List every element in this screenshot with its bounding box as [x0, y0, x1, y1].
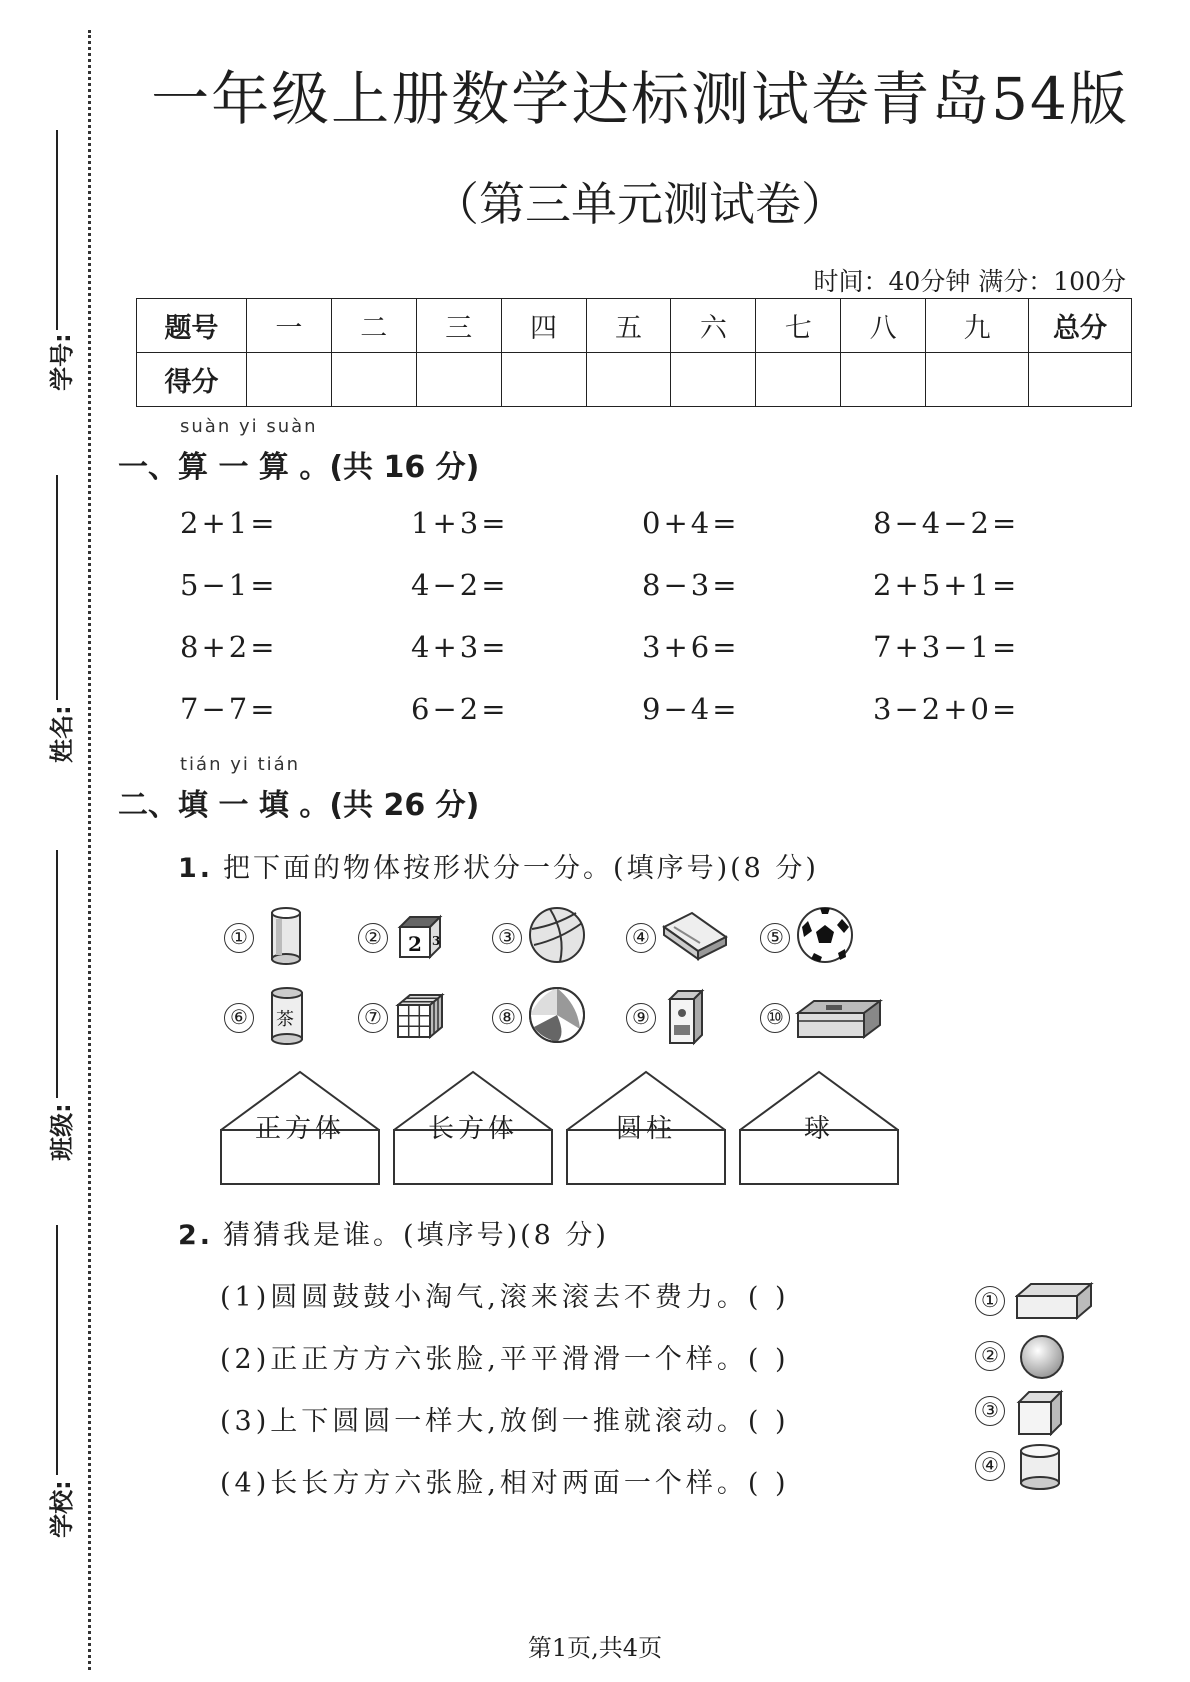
sphere-icon — [1015, 1333, 1097, 1381]
beach-ball-icon — [526, 985, 588, 1047]
score-cell: 一 — [246, 299, 331, 353]
object-item — [492, 905, 612, 975]
expression: 5−1= — [180, 568, 278, 602]
score-blank[interactable] — [926, 353, 1029, 407]
shape-key-item — [975, 1388, 1105, 1438]
dice-face-label: 2 — [408, 932, 422, 956]
binding-dotted-line — [88, 30, 91, 1670]
shape-key-number: ④ — [975, 1451, 1005, 1481]
expression: 8+2= — [180, 630, 278, 664]
expression: 9−4= — [642, 692, 740, 726]
score-blank[interactable] — [246, 353, 331, 407]
page-footer: 第1页,共4页 — [527, 1634, 663, 1662]
expression: 6−2= — [411, 692, 509, 726]
score-table — [136, 298, 1132, 407]
object-item — [626, 905, 746, 975]
shape-key-item — [975, 1278, 1105, 1328]
expression: 8−4−2= — [873, 506, 1020, 540]
expression: 2+1= — [180, 506, 278, 540]
expression: 0+4= — [642, 506, 740, 540]
expression: 2+5+1= — [873, 568, 1020, 602]
score-cell: 九 — [926, 299, 1029, 353]
milk-box-icon — [660, 985, 720, 1047]
section2-title: 二、填 一 填 。(共 26 分) — [118, 788, 480, 823]
object-item — [224, 905, 344, 975]
object-item — [760, 985, 880, 1055]
page-subtitle: （第三单元测试卷） — [433, 177, 847, 231]
score-cell: 二 — [331, 299, 416, 353]
q2-text: 猜猜我是谁。(填序号)(8 分) — [223, 1220, 609, 1251]
score-blank[interactable] — [756, 353, 841, 407]
expression: 1+3= — [411, 506, 509, 540]
dice-icon — [392, 905, 452, 967]
object-number: ⑨ — [626, 1003, 656, 1033]
object-item — [358, 985, 478, 1055]
score-blank[interactable] — [501, 353, 586, 407]
score-blank[interactable] — [841, 353, 926, 407]
expression: 4+3= — [411, 630, 509, 664]
score-cell: 题号 — [137, 299, 247, 353]
score-cell: 四 — [501, 299, 586, 353]
shape-key-number: ② — [975, 1341, 1005, 1371]
can-icon — [258, 905, 318, 967]
object-number: ⑤ — [760, 923, 790, 953]
q2-number: 2. — [178, 1220, 214, 1251]
rubiks-cube-icon — [392, 985, 452, 1047]
object-number: ① — [224, 923, 254, 953]
house-label: 圆柱 — [615, 1114, 676, 1144]
suitcase-icon — [794, 985, 894, 1047]
cylinder-icon — [1015, 1443, 1097, 1491]
shape-key-item — [975, 1443, 1105, 1493]
score-blank[interactable] — [671, 353, 756, 407]
score-cell: 五 — [586, 299, 671, 353]
name-field — [26, 475, 86, 775]
riddle-line[interactable]: (4)长长方方六张脸,相对两面一个样。( ) — [220, 1468, 790, 1499]
shape-house-sphere[interactable] — [739, 1070, 899, 1186]
q1-title — [178, 846, 819, 885]
section1-title: 一、算 一 算 。(共 16 分) — [118, 450, 480, 485]
riddle-line[interactable]: (2)正正方方六张脸,平平滑滑一个样。( ) — [220, 1344, 790, 1375]
score-row-label: 得分 — [137, 353, 247, 407]
q2-title — [178, 1213, 609, 1252]
object-item — [492, 985, 612, 1055]
shape-house-cube[interactable] — [220, 1070, 380, 1186]
score-blank[interactable] — [416, 353, 501, 407]
expression: 7+3−1= — [873, 630, 1020, 664]
student-id-label: 学号: — [48, 333, 76, 391]
score-blank[interactable] — [586, 353, 671, 407]
house-label: 长方体 — [427, 1114, 518, 1144]
book-icon — [660, 905, 730, 967]
object-item — [760, 905, 880, 975]
section1-pinyin: suàn yi suàn — [180, 416, 318, 437]
house-label: 球 — [803, 1114, 834, 1144]
score-cell: 总分 — [1029, 299, 1132, 353]
time-info: 时间：40分钟 满分：100分 — [813, 267, 1126, 296]
score-cell: 三 — [416, 299, 501, 353]
shape-key-number: ③ — [975, 1396, 1005, 1426]
expression: 3+6= — [642, 630, 740, 664]
score-cell: 六 — [671, 299, 756, 353]
shape-key-item — [975, 1333, 1105, 1383]
school-rule — [56, 1225, 58, 1475]
object-number: ③ — [492, 923, 522, 953]
dice-side-label: 3 — [432, 934, 441, 948]
score-cell: 八 — [841, 299, 926, 353]
section2-pinyin: tián yi tián — [180, 754, 301, 775]
object-item — [224, 985, 344, 1055]
tea-can-icon — [258, 985, 318, 1047]
class-field — [26, 850, 86, 1170]
score-blank[interactable] — [1029, 353, 1132, 407]
object-number: ② — [358, 923, 388, 953]
cube-icon — [1015, 1388, 1097, 1436]
score-table-header-row — [137, 299, 1132, 353]
object-number: ⑩ — [760, 1003, 790, 1033]
object-number: ④ — [626, 923, 656, 953]
object-item — [626, 985, 746, 1055]
expression: 4−2= — [411, 568, 509, 602]
object-number: ⑥ — [224, 1003, 254, 1033]
expression: 3−2+0= — [873, 692, 1020, 726]
shape-key-number: ① — [975, 1286, 1005, 1316]
student-id-field — [26, 130, 86, 400]
tea-can-label: 茶 — [276, 1009, 294, 1030]
shape-house-cylinder[interactable] — [566, 1070, 726, 1186]
school-label: 学校: — [48, 1480, 76, 1538]
object-item — [358, 905, 478, 975]
riddle-line[interactable]: (3)上下圆圆一样大,放倒一推就滚动。( ) — [220, 1406, 790, 1437]
soccer-ball-icon — [794, 905, 856, 967]
q1-text: 把下面的物体按形状分一分。(填序号)(8 分) — [223, 853, 819, 884]
shape-house-cuboid[interactable] — [393, 1070, 553, 1186]
school-field — [26, 1225, 86, 1545]
q1-number: 1. — [178, 853, 214, 884]
class-label: 班级: — [48, 1103, 76, 1161]
score-table-score-row — [137, 353, 1132, 407]
riddle-line[interactable]: (1)圆圆鼓鼓小淘气,滚来滚去不费力。( ) — [220, 1282, 790, 1313]
volleyball-icon — [526, 905, 588, 967]
class-rule — [56, 850, 58, 1098]
cuboid-icon — [1015, 1278, 1097, 1326]
object-number: ⑦ — [358, 1003, 388, 1033]
expression: 8−3= — [642, 568, 740, 602]
page-title: 一年级上册数学达标测试卷青岛54版 — [151, 65, 1129, 133]
house-label: 正方体 — [254, 1114, 345, 1144]
name-rule — [56, 475, 58, 700]
score-cell: 七 — [756, 299, 841, 353]
student-id-rule — [56, 130, 58, 330]
name-label: 姓名: — [48, 705, 76, 763]
object-number: ⑧ — [492, 1003, 522, 1033]
score-blank[interactable] — [331, 353, 416, 407]
expression: 7−7= — [180, 692, 278, 726]
